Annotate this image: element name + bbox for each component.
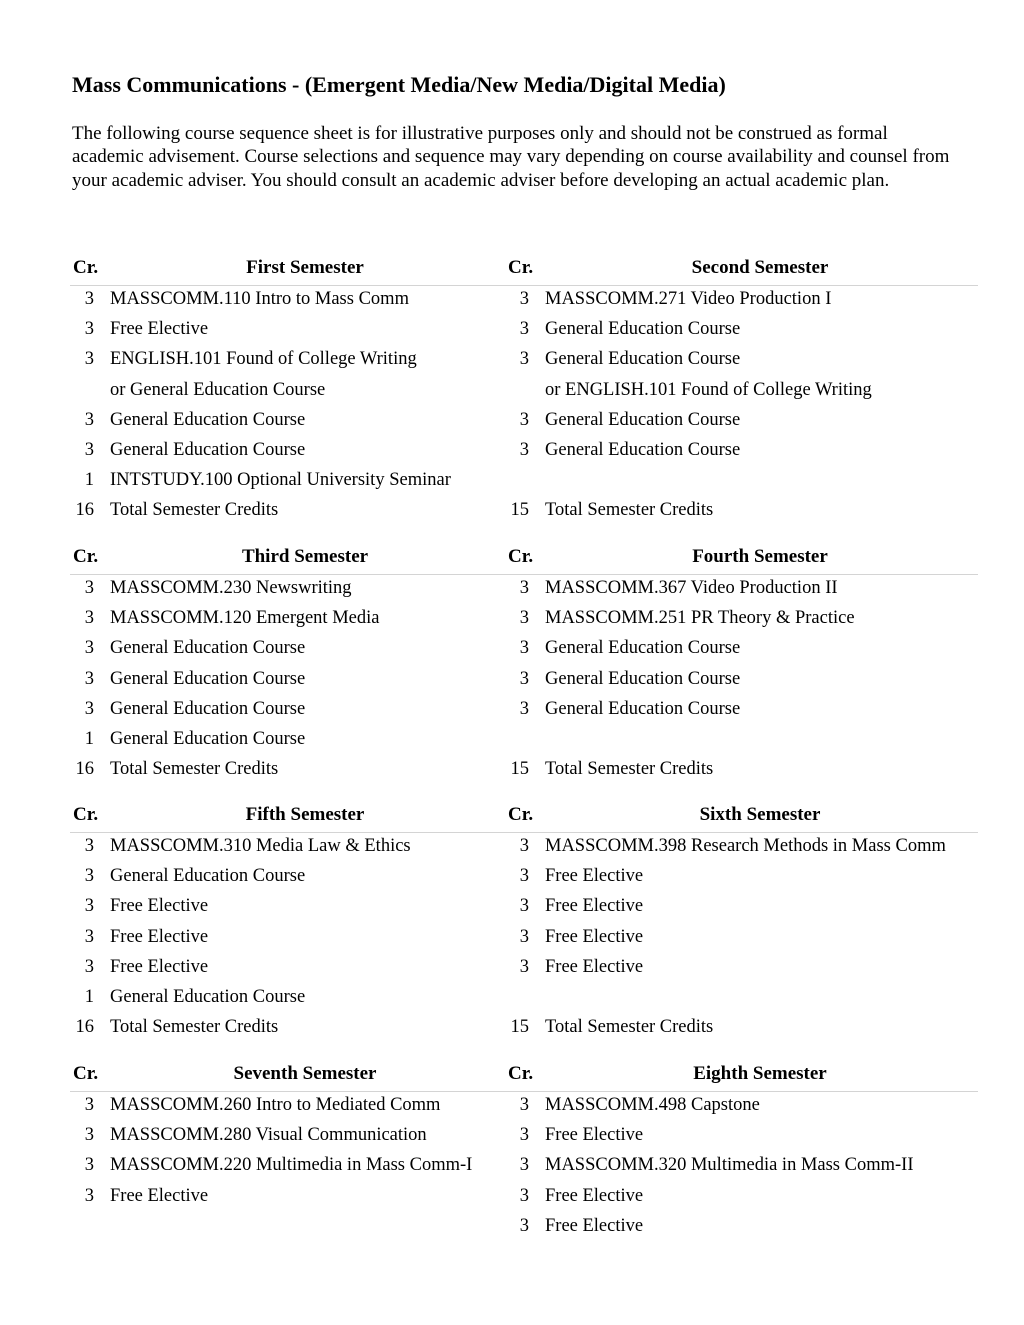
credits-left: 3 (84, 349, 94, 370)
course-row (70, 437, 978, 467)
course-row (70, 497, 978, 527)
credits-right: 3 (519, 1155, 529, 1176)
credits-left: 3 (84, 836, 94, 856)
credits-left: 3 (84, 698, 94, 719)
course-right: Total Semester Credits (545, 1017, 714, 1038)
credits-left: 3 (84, 1185, 94, 1206)
semester-title-right: Fourth Semester (692, 546, 828, 567)
course-right: General Education Course (545, 439, 741, 460)
course-left: Free Elective (110, 926, 209, 947)
credits-left: 3 (84, 956, 94, 977)
credits-right: 3 (519, 409, 529, 430)
credits-right: 3 (519, 668, 529, 689)
course-rows (70, 833, 978, 1044)
credits-right: 3 (519, 896, 529, 917)
course-row (70, 893, 978, 923)
credits-right: 3 (519, 289, 529, 309)
semester-title-left: Seventh Semester (233, 1063, 377, 1084)
course-row (70, 467, 978, 497)
course-row (70, 575, 978, 605)
course-row (70, 286, 978, 316)
credits-left: 3 (84, 289, 94, 309)
credits-right: 3 (519, 578, 529, 598)
credits-right: 3 (519, 349, 529, 370)
course-row (70, 1014, 978, 1044)
course-left: General Education Course (110, 668, 306, 689)
course-row (70, 1152, 978, 1182)
course-left: General Education Course (110, 698, 306, 719)
course-left: General Education Course (110, 409, 306, 430)
semester-title-left: First Semester (246, 257, 364, 278)
course-left: Total Semester Credits (110, 759, 279, 780)
course-right: MASSCOMM.271 Video Production I (545, 289, 832, 309)
course-row (70, 605, 978, 635)
semester-header-row (70, 255, 978, 286)
course-row (70, 863, 978, 893)
credits-left: 3 (84, 578, 94, 598)
course-right: MASSCOMM.251 PR Theory & Practice (545, 608, 855, 629)
course-left: MASSCOMM.280 Visual Communication (110, 1125, 427, 1146)
semester-header-row (70, 1061, 978, 1092)
course-right: MASSCOMM.367 Video Production II (545, 578, 838, 598)
credits-right: 3 (519, 439, 529, 460)
course-right: Free Elective (545, 926, 644, 947)
course-row (70, 833, 978, 863)
course-right: Free Elective (545, 1125, 644, 1146)
credits-right: 3 (519, 1095, 529, 1115)
credits-left: 16 (75, 759, 94, 780)
credits-left: 3 (84, 608, 94, 629)
course-right: General Education Course (545, 349, 741, 370)
course-row (70, 984, 978, 1014)
course-row (70, 407, 978, 437)
credits-right: 15 (510, 500, 529, 521)
credits-header: Cr. (73, 804, 99, 825)
credits-header: Cr. (508, 1063, 534, 1084)
course-left: MASSCOMM.220 Multimedia in Mass Comm-I (110, 1155, 473, 1176)
course-rows (70, 575, 978, 786)
course-right: General Education Course (545, 409, 741, 430)
credits-header: Cr. (73, 1063, 99, 1084)
course-left: Free Elective (110, 896, 209, 917)
credits-right: 3 (519, 1125, 529, 1146)
course-left: General Education Course (110, 866, 306, 887)
course-left: MASSCOMM.260 Intro to Mediated Comm (110, 1095, 441, 1115)
semester-block-2 (70, 544, 978, 786)
credits-left: 1 (84, 728, 94, 749)
course-rows (70, 1092, 978, 1243)
credits-header: Cr. (508, 546, 534, 567)
semester-title-right: Sixth Semester (699, 804, 821, 825)
course-left: Free Elective (110, 1185, 209, 1206)
course-right: General Education Course (545, 668, 741, 689)
credits-right: 3 (519, 698, 529, 719)
course-right: MASSCOMM.498 Capstone (545, 1095, 760, 1115)
course-left: ENGLISH.101 Found of College Writing (110, 349, 417, 370)
credits-left: 3 (84, 926, 94, 947)
course-row (70, 346, 978, 376)
credits-left: 16 (75, 500, 94, 521)
course-row (70, 756, 978, 786)
course-row (70, 1213, 978, 1243)
course-right: Free Elective (545, 896, 644, 917)
course-left: MASSCOMM.230 Newswriting (110, 578, 352, 598)
semester-header-row (70, 802, 978, 833)
course-left: General Education Course (110, 439, 306, 460)
credits-right: 3 (519, 1185, 529, 1206)
course-row (70, 635, 978, 665)
credits-right: 3 (519, 608, 529, 629)
course-left: INTSTUDY.100 Optional University Seminar (110, 470, 451, 491)
credits-right: 3 (519, 956, 529, 977)
credits-left: 3 (84, 1125, 94, 1146)
semester-title-left: Third Semester (241, 546, 369, 567)
course-row (70, 1122, 978, 1152)
course-left: General Education Course (110, 638, 306, 659)
credits-right: 3 (519, 866, 529, 887)
semester-title-left: Fifth Semester (245, 804, 365, 825)
course-row (70, 666, 978, 696)
course-rows (70, 286, 978, 528)
course-right: MASSCOMM.320 Multimedia in Mass Comm-II (545, 1155, 914, 1176)
semester-block-4 (70, 1061, 978, 1243)
course-row (70, 1092, 978, 1122)
credits-left: 3 (84, 439, 94, 460)
credits-header: Cr. (508, 257, 534, 278)
course-left: General Education Course (110, 986, 306, 1007)
credits-right: 3 (519, 836, 529, 856)
course-left: Total Semester Credits (110, 1017, 279, 1038)
credits-right: 3 (519, 638, 529, 659)
course-right: Free Elective (545, 1185, 644, 1206)
credits-right: 3 (519, 1215, 529, 1236)
credits-right: 15 (510, 1017, 529, 1038)
semester-header-row (70, 544, 978, 575)
course-row (70, 1183, 978, 1213)
course-right: Total Semester Credits (545, 759, 714, 780)
credits-header: Cr. (73, 546, 99, 567)
course-left: MASSCOMM.120 Emergent Media (110, 608, 380, 629)
course-left: General Education Course (110, 728, 306, 749)
course-left: Free Elective (110, 319, 209, 340)
credits-right: 3 (519, 319, 529, 340)
course-row (70, 696, 978, 726)
credits-left: 3 (84, 638, 94, 659)
course-right: General Education Course (545, 638, 741, 659)
course-right: Total Semester Credits (545, 500, 714, 521)
course-right: General Education Course (545, 698, 741, 719)
course-left: MASSCOMM.110 Intro to Mass Comm (110, 289, 409, 309)
page-title: Mass Communications - (Emergent Media/New Media/Digital Media) (72, 72, 726, 97)
course-left: Free Elective (110, 956, 209, 977)
course-right: General Education Course (545, 319, 741, 340)
credits-left: 3 (84, 866, 94, 887)
credits-right: 3 (519, 926, 529, 947)
course-row (70, 316, 978, 346)
credits-left: 3 (84, 668, 94, 689)
credits-left: 3 (84, 319, 94, 340)
credits-left: 3 (84, 896, 94, 917)
semester-title-right: Second Semester (691, 257, 829, 278)
course-row (70, 377, 978, 407)
credits-header: Cr. (508, 804, 534, 825)
course-right: Free Elective (545, 866, 644, 887)
credits-header: Cr. (73, 257, 99, 278)
course-right: Free Elective (545, 956, 644, 977)
credits-left: 16 (75, 1017, 94, 1038)
course-row (70, 954, 978, 984)
credits-left: 3 (84, 409, 94, 430)
credits-left: 1 (84, 470, 94, 491)
semester-block-3 (70, 802, 978, 1044)
semester-title-right: Eighth Semester (693, 1063, 827, 1084)
intro-paragraph: The following course sequence sheet is for illustrative purposes only and should not be construed as formal academic advisement. Course selections and sequence may vary depending on course availability and counsel from your academic adviser. You should consult an academic adviser before developing an actual academic plan. (72, 123, 950, 191)
credits-left: 3 (84, 1095, 94, 1115)
course-right: or ENGLISH.101 Found of College Writing (545, 379, 872, 400)
course-right: MASSCOMM.398 Research Methods in Mass Comm (545, 836, 946, 856)
semester-block-1 (70, 255, 978, 528)
course-row (70, 726, 978, 756)
credits-right: 15 (510, 759, 529, 780)
course-row (70, 924, 978, 954)
credits-left: 1 (84, 986, 94, 1007)
credits-left: 3 (84, 1155, 94, 1176)
course-left: MASSCOMM.310 Media Law & Ethics (110, 836, 411, 856)
course-left: or General Education Course (110, 379, 326, 400)
course-left: Total Semester Credits (110, 500, 279, 521)
course-right: Free Elective (545, 1215, 644, 1236)
